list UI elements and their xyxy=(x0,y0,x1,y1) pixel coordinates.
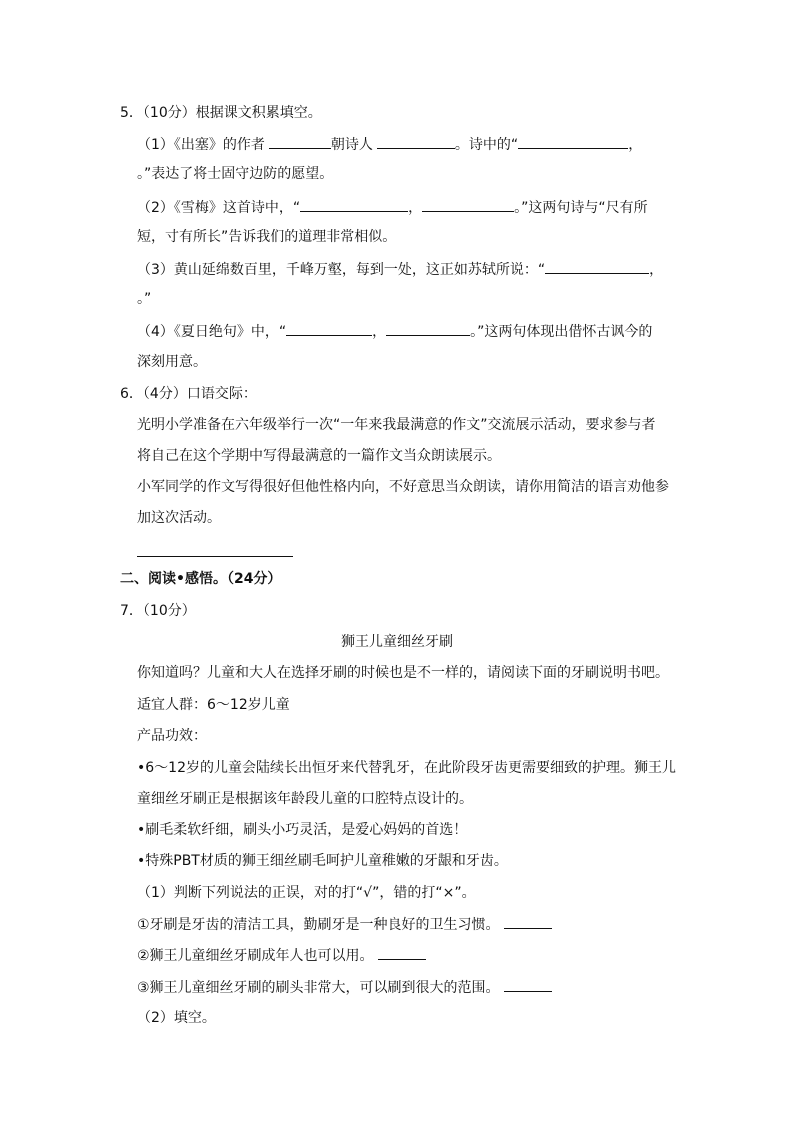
q6-text-line: 加这次活动。 xyxy=(137,510,221,526)
section-heading: 二、阅读•感悟。（24分） xyxy=(120,571,282,587)
q6-text-line: 将自己在这个学期中写得最满意的一篇作文当众朗读展示。 xyxy=(137,448,501,464)
sushi-quote-blank[interactable] xyxy=(545,259,649,274)
article-bullet-line: 童细丝牙刷正是根据该年龄段儿童的口腔特点设计的。 xyxy=(137,791,473,807)
judgement-item-2: ②狮王儿童细丝牙刷成年人也可以用。 xyxy=(137,945,426,966)
poem-line-blank-1[interactable] xyxy=(518,134,628,149)
q6-text-line: 小军同学的作文写得很好但他性格内向，不好意思当众朗读，请你用简洁的语言劝他参 xyxy=(137,479,669,495)
author-dynasty-blank[interactable] xyxy=(269,134,331,149)
judgement-blank-2[interactable] xyxy=(378,945,426,960)
article-bullet-line: •6～12岁的儿童会陆续长出恒牙来代替乳牙，在此阶段牙齿更需要细致的护理。狮王儿 xyxy=(137,760,676,776)
xuemei-blank-1[interactable] xyxy=(300,197,408,212)
xuemei-blank-2[interactable] xyxy=(422,197,514,212)
judgement-item-1: ①牙刷是牙齿的清洁工具，勤刷牙是一种良好的卫生习惯。 xyxy=(137,914,552,935)
q7-sub1-instruction: （1）判断下列说法的正误，对的打“√”，错的打“×”。 xyxy=(137,885,476,901)
judgement-item-3: ③狮王儿童细丝牙刷的刷头非常大，可以刷到很大的范围。 xyxy=(137,977,552,998)
q5-part2-line2: 短，寸有所长”告诉我们的道理非常相似。 xyxy=(137,229,397,245)
article-title: 狮王儿童细丝牙刷 xyxy=(341,634,453,650)
xiari-blank-2[interactable] xyxy=(386,321,470,336)
q6-answer-line[interactable] xyxy=(137,556,293,557)
article-intro: 你知道吗？儿童和大人在选择牙刷的时候也是不一样的，请阅读下面的牙刷说明书吧。 xyxy=(137,665,669,681)
judgement-blank-3[interactable] xyxy=(504,977,552,992)
q6-text-line: 光明小学准备在六年级举行一次“一年来我最满意的作文”交流展示活动，要求参与者 xyxy=(137,417,656,433)
q5-part3-line2: 。” xyxy=(137,291,152,307)
q5-part4-line1: （4）《夏日绝句》中，“ ， 。”这两句体现出借怀古讽今的 xyxy=(137,321,652,342)
q6-heading: 6．（4分）口语交际： xyxy=(120,386,257,402)
article-bullet-line: •特殊PBT材质的狮王细丝刷毛呵护儿童稚嫩的牙龈和牙齿。 xyxy=(137,853,508,869)
q5-part2-line1: （2）《雪梅》这首诗中，“ ， 。”这两句诗与“尺有所 xyxy=(137,197,648,218)
author-name-blank[interactable] xyxy=(377,134,455,149)
article-audience: 适宜人群：6～12岁儿童 xyxy=(137,697,290,713)
q5-part1-line2: 。”表达了将士固守边防的愿望。 xyxy=(137,166,334,182)
q7-heading: 7．（10分） xyxy=(120,603,196,619)
xiari-blank-1[interactable] xyxy=(286,321,372,336)
q5-part4-line2: 深刻用意。 xyxy=(137,354,207,370)
q5-part3-line1: （3）黄山延绵数百里，千峰万壑，每到一处，这正如苏轼所说：“ ， xyxy=(137,259,663,280)
q5-heading: 5．（10分）根据课文积累填空。 xyxy=(120,105,322,121)
q7-sub2-heading: （2）填空。 xyxy=(137,1010,216,1026)
article-effect-label: 产品功效： xyxy=(137,728,207,744)
judgement-blank-1[interactable] xyxy=(504,914,552,929)
q5-part1-line1: （1）《出塞》的作者 朝诗人 。诗中的“ ， xyxy=(137,134,642,155)
article-bullet-line: •刷毛柔软纤细，刷头小巧灵活，是爱心妈妈的首选！ xyxy=(137,822,468,838)
